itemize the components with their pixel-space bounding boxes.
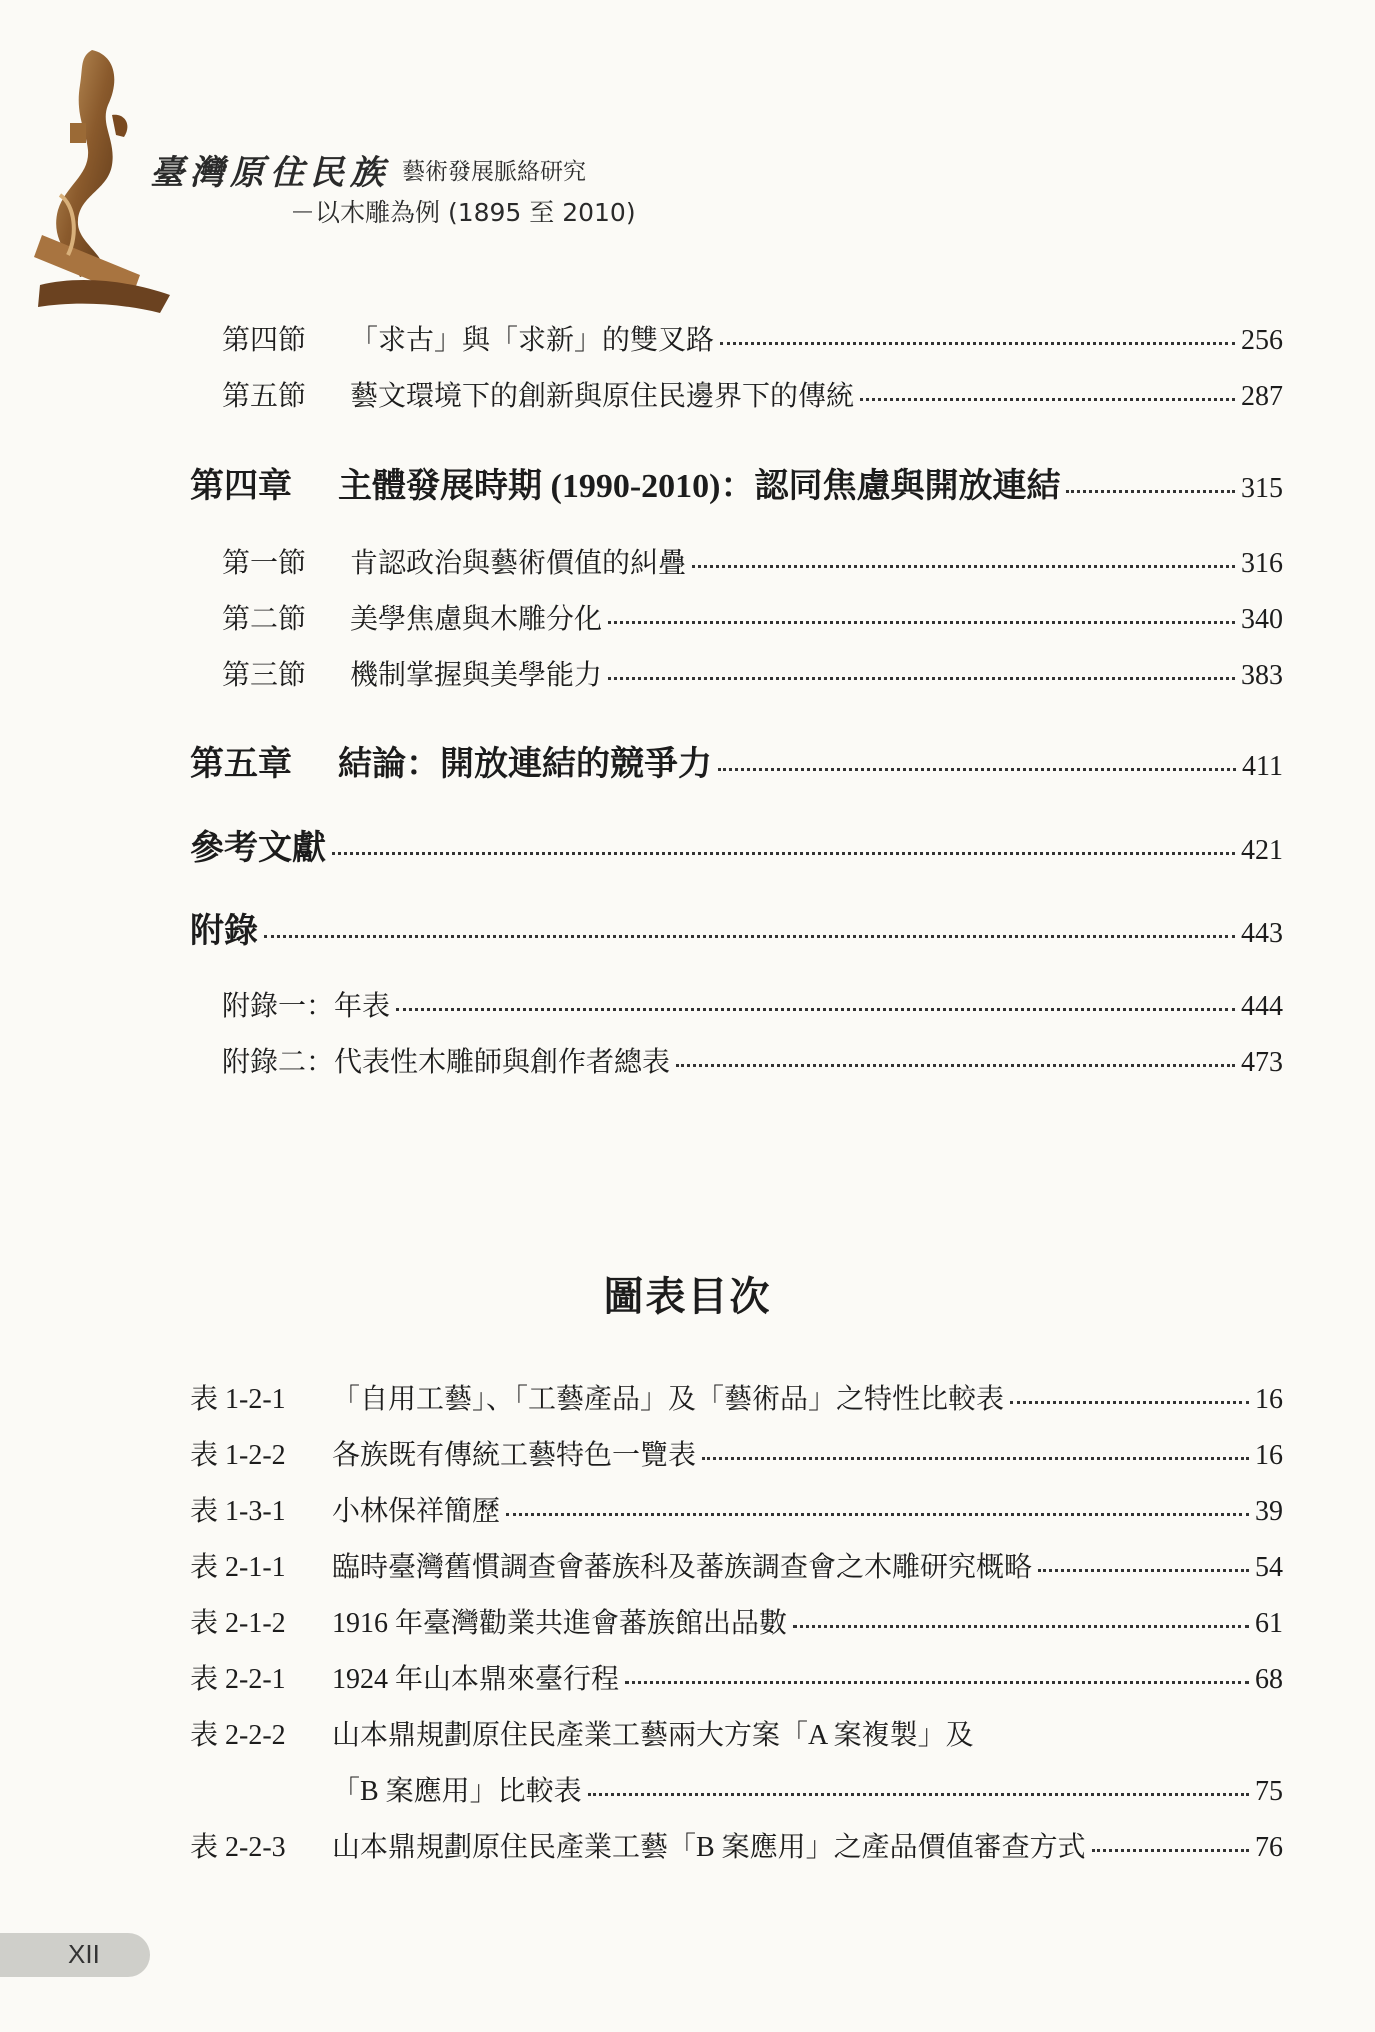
- toc-entry-title: 藝文環境下的創新與原住民邊界下的傳統: [350, 381, 855, 412]
- table-entry-title: 「自用工藝」、「工藝產品」及「藝術品」之特性比較表: [332, 1384, 1005, 1415]
- toc-entry-label: 第二節: [222, 604, 307, 635]
- table-entry-label: 表 2-1-1: [190, 1552, 286, 1583]
- table-entry-page: 16: [1255, 1440, 1283, 1471]
- table-entry-title: 1916 年臺灣勸業共進會蕃族館出品數: [332, 1608, 788, 1639]
- leader-dots: [702, 1457, 1249, 1460]
- table-entry-title-continued: 「B 案應用」比較表: [332, 1776, 582, 1807]
- table-entry-title: 1924 年山本鼎來臺行程: [332, 1664, 620, 1695]
- toc-entry-title: 美學焦慮與木雕分化: [350, 604, 603, 635]
- toc-entry-page: 444: [1241, 991, 1283, 1022]
- leader-dots: [720, 342, 1235, 345]
- table-entry-page: 76: [1255, 1832, 1283, 1863]
- toc-references[interactable]: [190, 820, 1283, 869]
- table-entry[interactable]: [190, 1713, 974, 1753]
- table-entry-page: 68: [1255, 1664, 1283, 1695]
- table-entry-label: 表 2-2-1: [190, 1664, 286, 1695]
- table-entry-title: 各族既有傳統工藝特色一覽表: [332, 1440, 697, 1471]
- list-of-tables-heading: 圖表目次: [603, 1274, 772, 1319]
- toc-chapter-page: 315: [1241, 473, 1283, 504]
- toc-entry-page: 473: [1241, 1047, 1283, 1078]
- book-title-side: 藝術發展脈絡研究: [402, 159, 586, 185]
- page-number: XII: [68, 1939, 100, 1969]
- table-entry-label: 表 2-1-2: [190, 1608, 286, 1639]
- leader-dots: [396, 1008, 1235, 1011]
- table-entry-label: 表 1-3-1: [190, 1496, 286, 1527]
- toc-entry-label: 第四節: [222, 325, 307, 356]
- toc-entry[interactable]: [222, 653, 1283, 693]
- toc-chapter[interactable]: [190, 736, 1283, 785]
- toc-entry-label: 第一節: [222, 548, 307, 579]
- table-entry-label: 表 1-2-2: [190, 1440, 286, 1471]
- toc-chapter-title: 主體發展時期 (1990-2010)：認同焦慮與開放連結: [338, 468, 1061, 505]
- toc-entry-title: 「求古」與「求新」的雙叉路: [350, 325, 715, 356]
- leader-dots: [264, 935, 1235, 938]
- toc-entry-label: 第三節: [222, 660, 307, 691]
- toc-chapter-label: 第四章: [190, 468, 292, 505]
- table-entry[interactable]: [190, 1657, 1283, 1697]
- toc-appendix[interactable]: [190, 903, 1283, 952]
- leader-dots: [1066, 490, 1235, 493]
- leader-dots: [506, 1513, 1249, 1516]
- toc-entry-title: 肯認政治與藝術價值的糾疊: [350, 548, 687, 579]
- leader-dots: [608, 621, 1235, 624]
- leader-dots: [1092, 1849, 1249, 1852]
- table-entry-title: 山本鼎規劃原住民產業工藝兩大方案「A 案複製」及: [332, 1720, 974, 1751]
- toc-entry[interactable]: [222, 374, 1283, 414]
- table-entry-page: 75: [1255, 1776, 1283, 1807]
- table-entry-label: 表 2-2-3: [190, 1832, 286, 1863]
- toc-entry-label: 第五節: [222, 381, 307, 412]
- table-entry[interactable]: [190, 1825, 1283, 1865]
- toc-entry-page: 316: [1241, 548, 1283, 579]
- leader-dots: [793, 1625, 1249, 1628]
- toc-appendix-page: 443: [1241, 918, 1283, 949]
- table-entry-label: 表 1-2-1: [190, 1384, 286, 1415]
- toc-entry-page: 256: [1241, 325, 1283, 356]
- table-entry-page: 54: [1255, 1552, 1283, 1583]
- toc-appendix-title: 附錄: [190, 913, 258, 950]
- table-entry-title: 山本鼎規劃原住民產業工藝「B 案應用」之產品價值審查方式: [332, 1832, 1086, 1863]
- toc-entry-title: 附錄一：年表: [222, 991, 391, 1022]
- book-title-main: 臺灣原住民族: [150, 153, 390, 193]
- leader-dots: [718, 768, 1236, 771]
- table-entry-page: 61: [1255, 1608, 1283, 1639]
- toc-entry[interactable]: [222, 318, 1283, 358]
- table-entry-label: 表 2-2-2: [190, 1720, 286, 1751]
- table-entry-continuation[interactable]: [332, 1769, 1283, 1809]
- table-entry-title: 臨時臺灣舊慣調查會蕃族科及蕃族調查會之木雕研究概略: [332, 1552, 1033, 1583]
- book-subtitle: －以木雕為例 (1895 至 2010): [290, 198, 636, 227]
- toc-entry-page: 383: [1241, 660, 1283, 691]
- toc-chapter-title: 結論：開放連結的競爭力: [338, 746, 712, 783]
- toc-entry-page: 340: [1241, 604, 1283, 635]
- toc-entry[interactable]: [222, 541, 1283, 581]
- table-entry[interactable]: [190, 1545, 1283, 1585]
- toc-references-page: 421: [1241, 835, 1283, 866]
- running-header: [0, 0, 720, 320]
- leader-dots: [1010, 1401, 1249, 1404]
- leader-dots: [676, 1064, 1235, 1067]
- table-entry[interactable]: [190, 1601, 1283, 1641]
- toc-chapter[interactable]: [190, 458, 1283, 507]
- toc-entry-title: 機制掌握與美學能力: [350, 660, 603, 691]
- toc-entry[interactable]: [222, 1040, 1283, 1080]
- page-number-tab: [0, 1933, 150, 1977]
- leader-dots: [332, 852, 1235, 855]
- leader-dots: [1038, 1569, 1249, 1572]
- table-entry[interactable]: [190, 1377, 1283, 1417]
- toc-references-title: 參考文獻: [190, 830, 326, 867]
- toc-chapter-page: 411: [1242, 751, 1283, 782]
- toc-entry-title: 附錄二：代表性木雕師與創作者總表: [222, 1047, 671, 1078]
- leader-dots: [588, 1793, 1249, 1796]
- leader-dots: [608, 677, 1235, 680]
- toc-entry[interactable]: [222, 984, 1283, 1024]
- table-entry-page: 16: [1255, 1384, 1283, 1415]
- table-entry-page: 39: [1255, 1496, 1283, 1527]
- toc-chapter-label: 第五章: [190, 746, 292, 783]
- table-entry[interactable]: [190, 1433, 1283, 1473]
- toc-entry[interactable]: [222, 597, 1283, 637]
- leader-dots: [860, 398, 1235, 401]
- toc-entry-page: 287: [1241, 381, 1283, 412]
- table-entry[interactable]: [190, 1489, 1283, 1529]
- leader-dots: [625, 1681, 1249, 1684]
- table-entry-title: 小林保祥簡歷: [332, 1496, 501, 1527]
- leader-dots: [692, 565, 1235, 568]
